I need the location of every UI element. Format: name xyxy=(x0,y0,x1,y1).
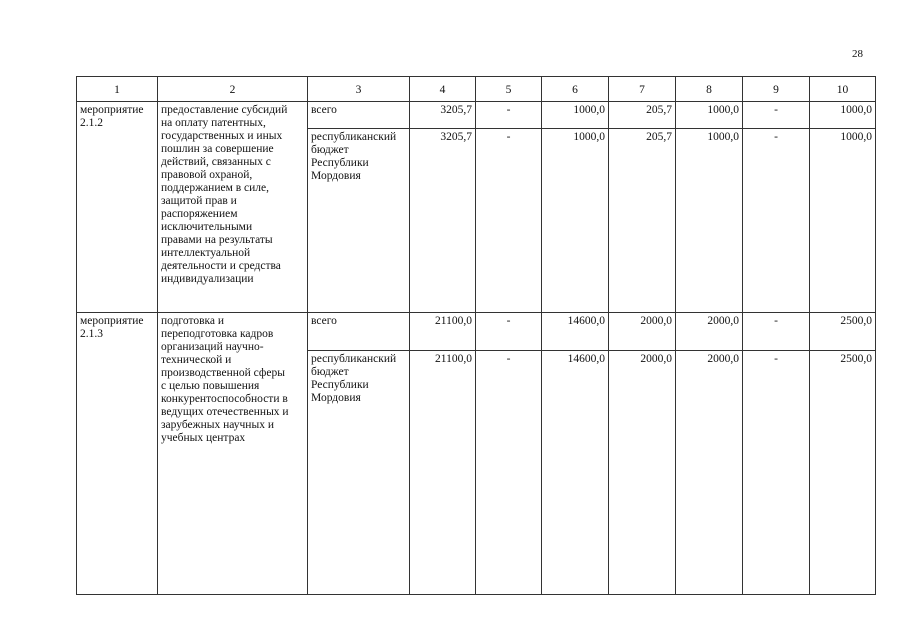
header-cell: 4 xyxy=(410,77,476,102)
header-cell: 5 xyxy=(476,77,542,102)
table-row xyxy=(77,313,876,351)
value-cell: 21100,0 xyxy=(410,313,476,351)
header-cell: 8 xyxy=(676,77,743,102)
value-cell: - xyxy=(476,129,542,313)
value-cell: 21100,0 xyxy=(410,351,476,595)
header-cell: 7 xyxy=(609,77,676,102)
value-cell: - xyxy=(476,351,542,595)
value-cell: - xyxy=(476,313,542,351)
value-cell: 2500,0 xyxy=(810,351,876,595)
value-cell: 2500,0 xyxy=(810,313,876,351)
header-cell: 1 xyxy=(77,77,158,102)
value-cell: - xyxy=(743,129,810,313)
header-cell: 10 xyxy=(810,77,876,102)
funding-source-cell: республиканский бюджет Республики Мордовия xyxy=(308,351,410,595)
value-cell: 1000,0 xyxy=(676,102,743,129)
value-cell: 1000,0 xyxy=(542,129,609,313)
value-cell: - xyxy=(476,102,542,129)
event-description-cell: предоставление субсидий на оплату патентных, государственных и иных пошлин за совершение действий, связанных с правовой охраной, поддержанием в силе, защитой прав и распоряжением исключительными правами на результаты интеллектуальной деятельности и средства индивидуализации xyxy=(158,102,308,313)
value-cell: 2000,0 xyxy=(609,313,676,351)
value-cell: 3205,7 xyxy=(410,102,476,129)
value-cell: 205,7 xyxy=(609,102,676,129)
header-cell: 9 xyxy=(743,77,810,102)
value-cell: - xyxy=(743,313,810,351)
header-cell: 3 xyxy=(308,77,410,102)
header-row xyxy=(77,77,876,102)
header-cell: 6 xyxy=(542,77,609,102)
value-cell: 2000,0 xyxy=(676,351,743,595)
value-cell: 1000,0 xyxy=(542,102,609,129)
value-cell: 2000,0 xyxy=(609,351,676,595)
value-cell: 3205,7 xyxy=(410,129,476,313)
value-cell: 2000,0 xyxy=(676,313,743,351)
value-cell: 1000,0 xyxy=(810,102,876,129)
value-cell: 14600,0 xyxy=(542,351,609,595)
event-id-cell: мероприятие 2.1.2 xyxy=(77,102,158,313)
value-cell: 1000,0 xyxy=(810,129,876,313)
header-cell: 2 xyxy=(158,77,308,102)
event-id-cell: мероприятие 2.1.3 xyxy=(77,313,158,595)
budget-table xyxy=(76,76,876,595)
funding-source-cell: всего xyxy=(308,102,410,129)
value-cell: - xyxy=(743,102,810,129)
value-cell: 14600,0 xyxy=(542,313,609,351)
value-cell: 1000,0 xyxy=(676,129,743,313)
value-cell: - xyxy=(743,351,810,595)
value-cell: 205,7 xyxy=(609,129,676,313)
page-number: 28 xyxy=(852,48,863,60)
funding-source-cell: всего xyxy=(308,313,410,351)
event-description-cell: подготовка и переподготовка кадров организаций научно- технической и производственной сферы с целью повышения конкурентоспособности в ведущих отечественных и зарубежных научных и учебных центрах xyxy=(158,313,308,595)
funding-source-cell: республиканский бюджет Республики Мордовия xyxy=(308,129,410,313)
table-row xyxy=(77,102,876,129)
